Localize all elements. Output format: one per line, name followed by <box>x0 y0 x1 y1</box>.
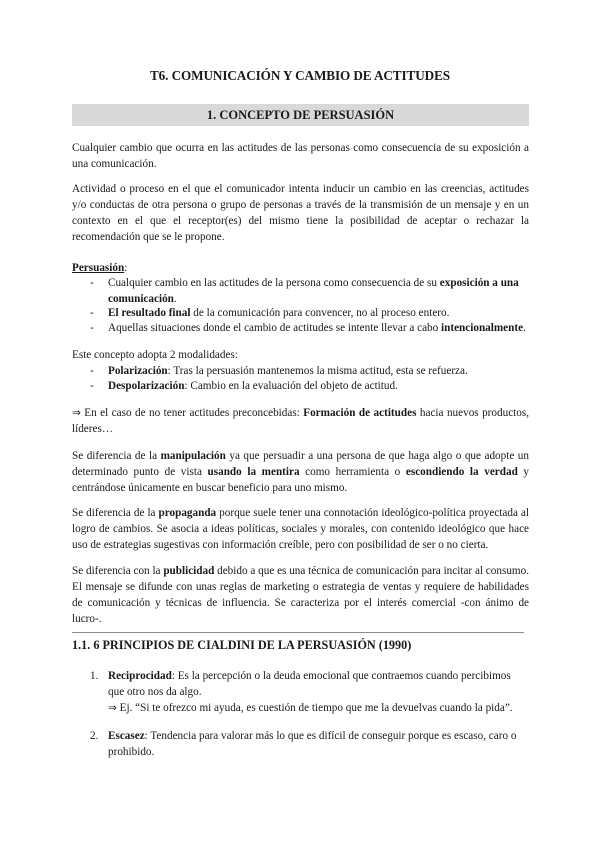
section-divider <box>72 632 524 633</box>
list-item: Polarización: Tras la persuasión mantenemos la misma actitud, esta se refuerza. <box>108 365 468 377</box>
list-item: Cualquier cambio en las actitudes de la persona como consecuencia de su exposición a una comunicación. <box>108 277 519 305</box>
list-item: Escasez: Tendencia para valorar más lo que es difícil de conseguir porque es escaso, caro o prohibido. <box>108 730 517 758</box>
paragraph-definition-2: Actividad o proceso en el que el comunicador intenta inducir un cambio en las creencias, actitudes y/o conductas de otra persona o grupo de personas a través de la transmisión de un mensaje y en un contexto en el que el receptor(es) del mismo tiene la posibilidad de aceptar o rechazar la recomendación que se le propone. <box>72 183 529 243</box>
arrow-icon: ⇒ <box>72 407 81 419</box>
list-item: Reciprocidad: Es la percepción o la deuda emocional que contraemos cuando percibimos que otro nos da algo. <box>108 670 511 698</box>
arrow-icon: ⇒ <box>108 702 117 714</box>
persuasion-label: Persuasión: <box>72 262 128 274</box>
section-heading-persuasion: 1. CONCEPTO DE PERSUASIÓN <box>72 104 529 126</box>
modalidades-intro: Este concepto adopta 2 modalidades: <box>72 349 238 361</box>
list-number: 2. <box>90 730 99 742</box>
list-bullet: - <box>90 307 94 319</box>
paragraph-manipulacion: Se diferencia de la manipulación ya que persuadir a una persona de que haga algo o que adopte un determinado punto de vista usando la mentira como herramienta o escondiendo la verdad y centrándose únicamente en buscar beneficio para uno mismo. <box>72 450 529 494</box>
list-item: Despolarización: Cambio en la evaluación del objeto de actitud. <box>108 380 398 392</box>
paragraph-definition-1: Cualquier cambio que ocurra en las actitudes de las personas como consecuencia de su exposición a una comunicación. <box>72 142 529 170</box>
list-bullet: - <box>90 365 94 377</box>
page-title: T6. COMUNICACIÓN Y CAMBIO DE ACTITUDES <box>149 68 451 83</box>
list-bullet: - <box>90 322 94 334</box>
list-item: Aquellas situaciones donde el cambio de actitudes se intente llevar a cabo intencionalmente. <box>108 322 526 334</box>
list-item: El resultado final de la comunicación para convencer, no al proceso entero. <box>108 307 450 319</box>
list-number: 1. <box>90 670 99 682</box>
list-item-example: ⇒ Ej. “Si te ofrezco mi ayuda, es cuestión de tiempo que me la devuelvas cuando la pida”. <box>108 702 513 714</box>
paragraph-propaganda: Se diferencia de la propaganda porque suele tener una connotación ideológico-política proyectada al logro de cambios. Se asocia a ideas políticas, sociales y morales, con contenido ideológico que hace uso de estrategias sugestivas con información creíble, pero con posibilidad de ser o no cierta. <box>72 507 530 551</box>
paragraph-formacion: ⇒ En el caso de no tener actitudes preconcebidas: Formación de actitudes hacia nuevos productos, líderes… <box>72 407 530 435</box>
list-bullet: - <box>90 380 94 392</box>
paragraph-publicidad: Se diferencia con la publicidad debido a que es una técnica de comunicación para incitar al consumo. El mensaje se difunde con unas reglas de marketing o estrategia de ventas y requiere de habilidades de comunicación y técnicas de influencia. Se caracteriza por el interés comercial -con ánimo de lucro-. <box>72 565 530 625</box>
list-bullet: - <box>90 277 94 289</box>
section-heading-cialdini: 1.1. 6 PRINCIPIOS DE CIALDINI DE LA PERSUASIÓN (1990) <box>72 638 412 652</box>
